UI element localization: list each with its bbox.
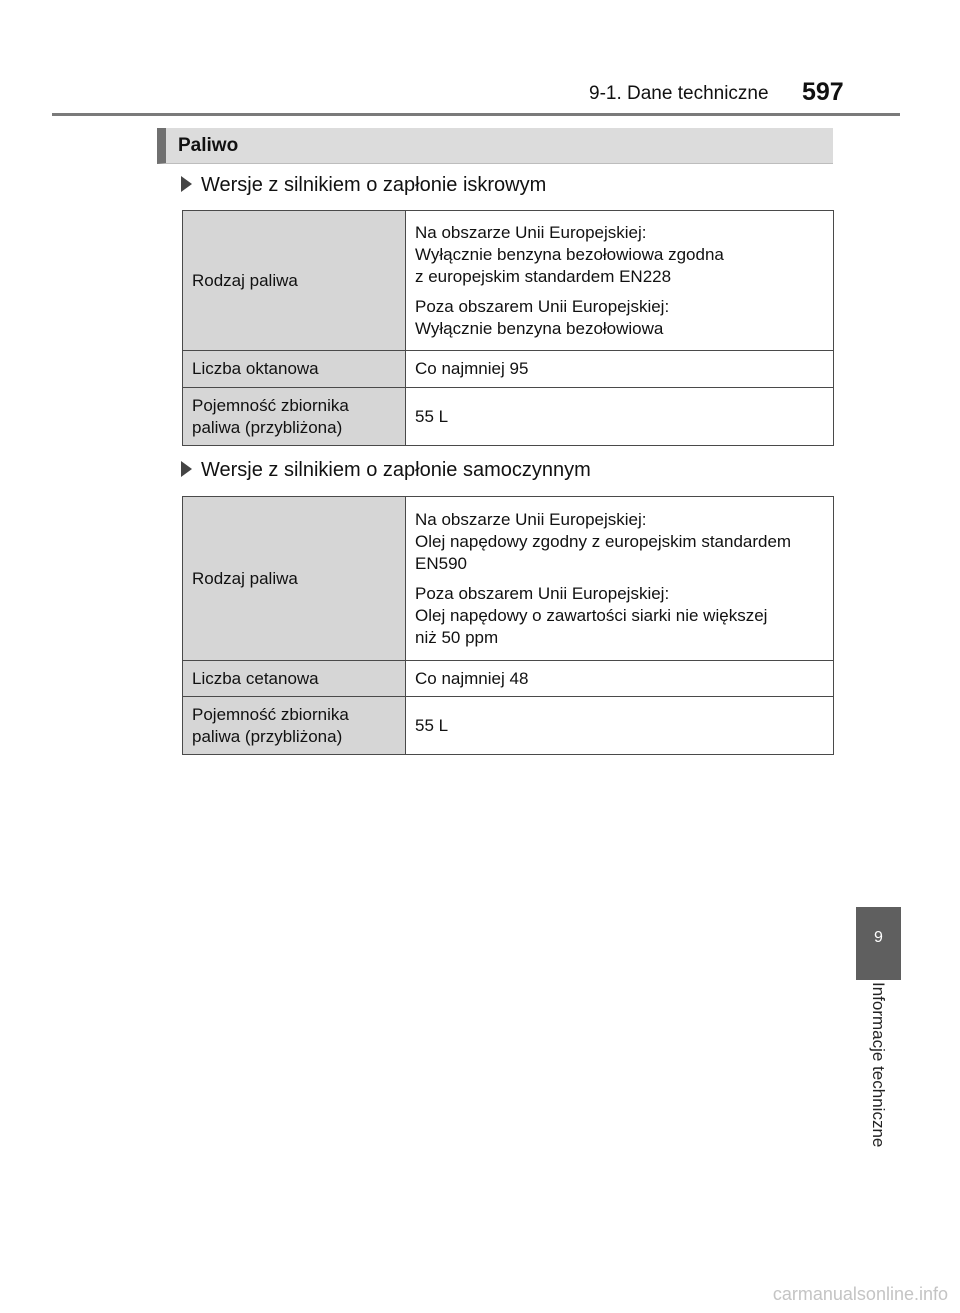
eu-text-line: EN590 [415,553,467,573]
header-divider [52,113,900,116]
non-eu-text-line: niż 50 ppm [415,627,499,647]
petrol-capacity-label [183,388,406,446]
capacity-label-line: paliwa (przybliżona) [192,417,343,437]
octane-value: Co najmniej 95 [406,351,834,388]
diesel-subheading-text: Wersje z silnikiem o zapłonie samoczynnym [201,459,591,481]
table-row [183,497,834,661]
page-number: 597 [802,78,844,106]
capacity-label-line: Pojemność zbiornika [192,704,349,724]
table-row [183,661,834,697]
capacity-label-line: paliwa (przybliżona) [192,726,343,746]
watermark: carmanualsonline.info [772,1284,948,1304]
diesel-capacity-value: 55 L [406,697,834,755]
table-row [183,697,834,755]
table-row [183,388,834,446]
cetane-value: Co najmniej 48 [406,661,834,697]
header-section-title: 9-1. Dane techniczne [589,83,769,104]
non-eu-title: Poza obszarem Unii Europejskiej: [415,583,670,603]
eu-title: Na obszarze Unii Europejskiej: [415,509,647,529]
eu-text-line: z europejskim standardem EN228 [415,266,672,286]
non-eu-text-line: Wyłącznie benzyna bezołowiowa [415,318,664,338]
non-eu-text-line: Olej napędowy o zawartości siarki nie większej [415,605,768,625]
section-heading [157,128,833,164]
triangle-bullet-icon [181,461,192,477]
capacity-label-line: Pojemność zbiornika [192,395,349,415]
table-row [183,351,834,388]
section-heading-label: Paliwo [178,135,239,156]
petrol-fuel-table [182,210,834,446]
diesel-fuel-type-label: Rodzaj paliwa [183,497,406,661]
diesel-subheading [181,459,591,482]
octane-label: Liczba oktanowa [183,351,406,388]
chapter-number: 9 [874,929,883,946]
table-row [183,211,834,351]
diesel-fuel-table [182,496,834,755]
cetane-label: Liczba cetanowa [183,661,406,697]
eu-text-line: Olej napędowy zgodny z europejskim standardem [415,531,792,551]
triangle-bullet-icon [181,176,192,192]
petrol-fuel-type-label: Rodzaj paliwa [183,211,406,351]
non-eu-title: Poza obszarem Unii Europejskiej: [415,296,670,316]
chapter-tab [856,907,901,980]
chapter-label: Informacje techniczne [869,982,888,1148]
petrol-capacity-value: 55 L [406,388,834,446]
petrol-fuel-type-value [406,211,834,351]
petrol-subheading-text: Wersje z silnikiem o zapłonie iskrowym [201,174,547,196]
eu-text-line: Wyłącznie benzyna bezołowiowa zgodna [415,244,724,264]
diesel-capacity-label [183,697,406,755]
petrol-subheading [181,174,546,197]
diesel-fuel-type-value [406,497,834,661]
eu-title: Na obszarze Unii Europejskiej: [415,222,647,242]
